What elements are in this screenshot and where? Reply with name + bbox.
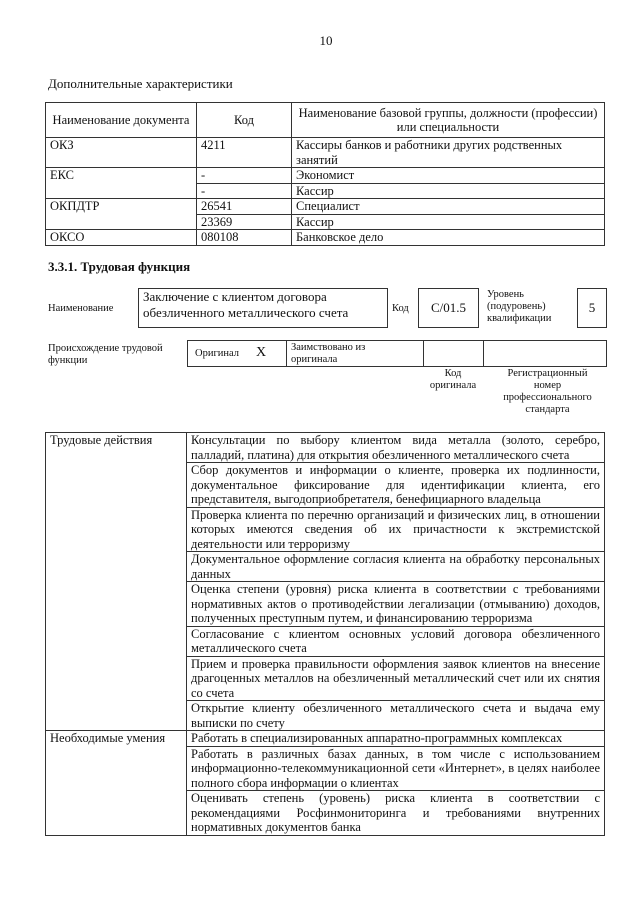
reg-number-label: Регистрационный номер профессионального стандарта <box>503 368 592 415</box>
divider <box>286 341 287 366</box>
divider <box>423 341 424 366</box>
item-text: Согласование с клиентом основных условий договора обезличенного металлического счета <box>187 626 605 656</box>
section-label: Необходимые умения <box>46 731 187 836</box>
item-text: Консультации по выбору клиентом вида металла (золото, серебро, палладий, платина) для открытия обезличенного металлического счета <box>187 433 605 463</box>
divider <box>483 341 484 366</box>
cell-code: 23369 <box>197 214 292 230</box>
orig-code-label: Код оригинала <box>429 368 477 391</box>
item-text: Сбор документов и информации о клиенте, проверка их подлинности, документальное фиксирование для идентификации клиента, его представителя, выгодоприобретателя, бенефициарного владельца <box>187 463 605 508</box>
code-label: Код <box>392 303 409 314</box>
borrowed-label: Заимствовано из оригинала <box>291 342 366 365</box>
function-name-box: Заключение с клиентом договора обезличенного металлического счета <box>138 288 388 328</box>
table-row <box>46 168 605 184</box>
item-text: Оценка степени (уровня) риска клиента в соответствии с требованиями нормативных актов о противодействии легализации (отмыванию) доходов, полученных преступным путем, и финансированию терроризма <box>187 582 605 627</box>
level-label: Уровень (подуровень) квалификации <box>487 289 552 324</box>
header-code: Код <box>197 103 292 138</box>
item-text: Проверка клиента по перечню организаций и физических лиц, в отношении которых имеются сведения об их причастности к экстремистской деятельности или терроризму <box>187 507 605 552</box>
cell-name: Банковское дело <box>292 230 605 246</box>
cell-code: 4211 <box>197 138 292 168</box>
header-name: Наименование базовой группы, должности (профессии) или специальности <box>292 103 605 138</box>
cell-name: Экономист <box>292 168 605 184</box>
table-row <box>46 199 605 215</box>
cell-doc: ОКЗ <box>46 138 197 168</box>
cell-name: Специалист <box>292 199 605 215</box>
cell-doc: ОКПДТР <box>46 199 197 230</box>
item-text: Прием и проверка правильности оформления заявок клиентов на внесение драгоценных металлов на обезличенный металлический счет или их снятия со счета <box>187 656 605 701</box>
origin-label: Происхождение трудовой функции <box>48 343 163 366</box>
original-mark: X <box>256 345 267 360</box>
table-row <box>46 230 605 246</box>
cell-doc: ОКСО <box>46 230 197 246</box>
cell-name: Кассир <box>292 183 605 199</box>
table-header-row <box>46 103 605 138</box>
item-text: Открытие клиенту обезличенного металлического счета и выдача ему выписки по счету <box>187 701 605 731</box>
original-label: Оригинал <box>195 348 239 359</box>
name-label: Наименование <box>48 303 114 314</box>
cell-code: 26541 <box>197 199 292 215</box>
cell-name: Кассир <box>292 214 605 230</box>
header-doc: Наименование документа <box>46 103 197 138</box>
item-text: Оценивать степень (уровень) риска клиента в соответствии с рекомендациями Росфинмониторинга и требованиями внутренних нормативных документов банка <box>187 791 605 836</box>
level-value-box: 5 <box>577 288 607 328</box>
table-row <box>46 138 605 168</box>
section-title: Дополнительные характеристики <box>48 76 233 91</box>
cell-code: - <box>197 183 292 199</box>
table-row <box>46 731 605 747</box>
table-row <box>46 433 605 463</box>
item-text: Работать в специализированных аппаратно-программных комплексах <box>187 731 605 747</box>
function-code-box: C/01.5 <box>418 288 479 328</box>
item-text: Работать в различных базах данных, в том числе с использованием информационно-телекоммуникационной сети «Интернет», в целях наиболее полного сбора информации о клиентах <box>187 746 605 791</box>
labor-functions-table <box>45 432 605 836</box>
cell-code: - <box>197 168 292 184</box>
section-label: Трудовые действия <box>46 433 187 731</box>
origin-table <box>187 340 607 367</box>
item-text: Документальное оформление согласия клиента на обработку персональных данных <box>187 552 605 582</box>
cell-name: Кассиры банков и работники других родственных занятий <box>292 138 605 168</box>
additional-characteristics-table <box>45 102 605 246</box>
page-number: 10 <box>319 33 333 48</box>
function-heading: 3.3.1. Трудовая функция <box>48 259 191 274</box>
cell-doc: ЕКС <box>46 168 197 199</box>
cell-code: 080108 <box>197 230 292 246</box>
